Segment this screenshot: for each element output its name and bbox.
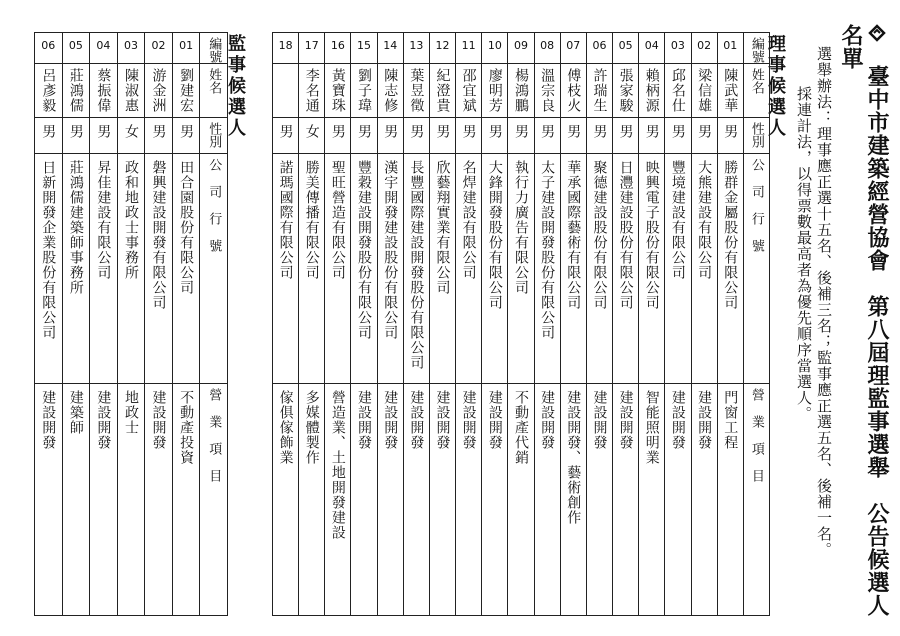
supervisor-row-05-gender: [62, 118, 90, 154]
director-row-11-number: [456, 33, 482, 64]
director-row-11-name: [456, 64, 482, 118]
director-header-gender: [743, 118, 769, 154]
director-row-10-number: [482, 33, 508, 64]
announcement-title: 第八屆理監事選舉 公告候選人名單: [838, 24, 890, 617]
director-business-text: 建設開發: [408, 390, 425, 450]
supervisor-row-05-company: [62, 154, 90, 384]
supervisor-company-text: 日新開發企業股份有限公司: [40, 160, 57, 340]
director-row-13-number: [403, 33, 429, 64]
director-business-text: 營造業、土地開發建設: [329, 390, 346, 540]
director-business-text: 門窗工程: [722, 390, 739, 450]
director-number-text: 18: [278, 39, 293, 52]
supervisor-gender-text: 男: [95, 124, 112, 139]
supervisor-row-03-name: [117, 64, 145, 118]
director-row-01-name: [717, 64, 743, 118]
supervisor-row-02-company: [145, 154, 173, 384]
supervisor-header-business: [200, 384, 228, 616]
director-gender-text: 男: [434, 124, 451, 139]
supervisor-company-text: 昇佳建設有限公司: [95, 160, 112, 280]
supervisor-header-name-label: 姓名: [206, 68, 222, 94]
director-business-text: 建設開發: [617, 390, 634, 450]
director-gender-text: 男: [539, 124, 556, 139]
director-row-03-gender: [665, 118, 691, 154]
director-gender-text: 男: [356, 124, 373, 139]
supervisor-gender-text: 女: [122, 124, 139, 139]
director-company-text: 大鋒開發股份有限公司: [486, 160, 503, 310]
director-row-12-name: [429, 64, 455, 118]
association-logo-icon: [869, 24, 887, 42]
supervisor-row-04-gender: [90, 118, 118, 154]
director-row-14-business: [377, 384, 403, 616]
director-gender-text: 男: [486, 124, 503, 139]
supervisors-heading: 監事候選人: [225, 34, 246, 139]
supervisors-gender-row: [35, 118, 228, 154]
supervisor-gender-text: 男: [150, 124, 167, 139]
director-row-08-business: [534, 384, 560, 616]
director-row-01-business: [717, 384, 743, 616]
director-row-08-gender: [534, 118, 560, 154]
director-row-06-name: [586, 64, 612, 118]
supervisor-business-text: 建設開發: [40, 390, 57, 450]
supervisor-row-02-number: [145, 33, 173, 64]
supervisor-row-06-name: [35, 64, 63, 118]
director-gender-text: 男: [669, 124, 686, 139]
director-row-07-number: [560, 33, 586, 64]
directors-num-row: [273, 33, 770, 64]
supervisor-number-text: 06: [41, 39, 56, 52]
director-company-text: 大熊建設有限公司: [696, 160, 713, 280]
director-gender-text: 女: [303, 124, 320, 139]
director-business-text: 建設開發: [434, 390, 451, 450]
director-header-company: [743, 154, 769, 384]
director-row-09-number: [508, 33, 534, 64]
director-name-text: 廖明芳: [486, 68, 503, 113]
supervisor-company-text: 莊鴻儒建築師事務所: [67, 160, 84, 295]
director-row-15-company: [351, 154, 377, 384]
supervisor-company-text: 政和地政士事務所: [122, 160, 139, 280]
director-row-14-company: [377, 154, 403, 384]
director-number-text: 06: [592, 39, 607, 52]
director-name-text: 邱名仕: [669, 68, 686, 113]
supervisor-header-company: [200, 154, 228, 384]
director-company-text: 勝群金屬股份有限公司: [722, 160, 739, 310]
director-company-text: 映興電子股份有限公司: [643, 160, 660, 310]
director-gender-text: 男: [617, 124, 634, 139]
director-name-text: 傅枝火: [565, 68, 582, 113]
supervisor-business-text: 建築師: [67, 390, 84, 435]
supervisor-header-gender: [200, 118, 228, 154]
supervisors-table: [34, 32, 228, 616]
director-company-text: 執行力廣告有限公司: [512, 160, 529, 295]
director-gender-text: 男: [591, 124, 608, 139]
director-name-text: 楊鴻鵬: [512, 68, 529, 113]
director-name-text: 陳武華: [722, 68, 739, 113]
director-name-text: 溫宗良: [539, 68, 556, 113]
supervisors-num-row: [35, 33, 228, 64]
supervisor-header-number: [200, 33, 228, 64]
director-name-text: 黃寶珠: [329, 68, 346, 113]
director-name-text: 葉昱徵: [408, 68, 425, 113]
director-row-02-name: [691, 64, 717, 118]
directors-table: [272, 32, 770, 616]
supervisor-row-04-company: [90, 154, 118, 384]
supervisor-row-03-gender: [117, 118, 145, 154]
director-number-text: 16: [330, 39, 345, 52]
director-gender-text: 男: [512, 124, 529, 139]
supervisor-business-text: 建設開發: [95, 390, 112, 450]
director-row-15-number: [351, 33, 377, 64]
supervisor-company-text: 田合園股份有限公司: [178, 160, 195, 295]
director-row-03-name: [665, 64, 691, 118]
director-row-12-company: [429, 154, 455, 384]
director-row-04-number: [639, 33, 665, 64]
director-row-16-name: [325, 64, 351, 118]
director-header-business: [743, 384, 769, 616]
director-row-01-number: [717, 33, 743, 64]
director-row-15-name: [351, 64, 377, 118]
director-header-name: [743, 64, 769, 118]
supervisor-row-01-business: [172, 384, 200, 616]
supervisor-header-gender-label: 性別: [206, 122, 222, 148]
director-company-text: 漢宇開發建設股份有限公司: [382, 160, 399, 340]
director-company-text: 諾瑪國際有限公司: [277, 160, 294, 280]
director-row-18-gender: [273, 118, 299, 154]
director-company-text: 豐穀建設開發股份有限公司: [356, 160, 373, 340]
director-number-text: 11: [461, 39, 476, 52]
supervisor-number-text: 04: [96, 39, 111, 52]
director-number-text: 13: [409, 39, 424, 52]
director-row-01-gender: [717, 118, 743, 154]
director-row-15-business: [351, 384, 377, 616]
supervisors-company-row: [35, 154, 228, 384]
director-row-05-number: [613, 33, 639, 64]
director-row-07-gender: [560, 118, 586, 154]
director-name-text: 紀澄貴: [434, 68, 451, 113]
director-row-17-company: [299, 154, 325, 384]
supervisor-row-05-name: [62, 64, 90, 118]
director-row-11-gender: [456, 118, 482, 154]
director-business-text: 建設開發: [539, 390, 556, 450]
director-row-13-business: [403, 384, 429, 616]
director-row-14-name: [377, 64, 403, 118]
director-number-text: 07: [566, 39, 581, 52]
director-row-02-company: [691, 154, 717, 384]
supervisor-row-04-name: [90, 64, 118, 118]
director-header-number-label: 編號: [748, 37, 764, 63]
supervisor-row-03-business: [117, 384, 145, 616]
director-row-02-number: [691, 33, 717, 64]
director-name-text: 梁信雄: [696, 68, 713, 113]
director-row-02-gender: [691, 118, 717, 154]
director-row-17-gender: [299, 118, 325, 154]
supervisor-row-01-name: [172, 64, 200, 118]
director-number-text: 14: [383, 39, 398, 52]
supervisor-name-text: 莊鴻儒: [67, 68, 84, 113]
director-company-text: 欣藝翔實業有限公司: [434, 160, 451, 295]
director-header-business-label: 營業項目: [748, 388, 764, 496]
supervisor-gender-text: 男: [178, 124, 195, 139]
director-row-12-business: [429, 384, 455, 616]
supervisor-row-03-company: [117, 154, 145, 384]
director-row-03-number: [665, 33, 691, 64]
director-name-text: 許瑞生: [591, 68, 608, 113]
supervisor-row-01-number: [172, 33, 200, 64]
director-row-09-business: [508, 384, 534, 616]
supervisor-company-text: 磐興建設開發有限公司: [150, 160, 167, 310]
director-row-01-company: [717, 154, 743, 384]
director-row-13-gender: [403, 118, 429, 154]
director-row-18-company: [273, 154, 299, 384]
supervisor-row-04-business: [90, 384, 118, 616]
supervisor-row-01-company: [172, 154, 200, 384]
director-row-12-gender: [429, 118, 455, 154]
director-row-05-gender: [613, 118, 639, 154]
org-name: 臺中市建築經營協會: [864, 65, 890, 272]
director-row-17-name: [299, 64, 325, 118]
director-row-17-number: [299, 33, 325, 64]
supervisor-row-04-number: [90, 33, 118, 64]
director-row-10-business: [482, 384, 508, 616]
director-row-17-business: [299, 384, 325, 616]
director-row-11-business: [456, 384, 482, 616]
director-number-text: 01: [723, 39, 738, 52]
director-row-18-number: [273, 33, 299, 64]
supervisor-name-text: 陳淑惠: [122, 68, 139, 113]
director-company-text: 豐境建設有限公司: [669, 160, 686, 280]
director-row-08-number: [534, 33, 560, 64]
supervisor-row-03-number: [117, 33, 145, 64]
supervisor-business-text: 地政士: [122, 390, 139, 435]
director-row-06-gender: [586, 118, 612, 154]
director-business-text: 不動產代銷: [512, 390, 529, 465]
director-gender-text: 男: [460, 124, 477, 139]
supervisor-name-text: 劉建宏: [178, 68, 195, 113]
director-row-03-business: [665, 384, 691, 616]
directors-heading: 理事候選人: [765, 34, 786, 139]
director-row-10-name: [482, 64, 508, 118]
supervisors-business-row: [35, 384, 228, 616]
director-row-06-number: [586, 33, 612, 64]
director-row-14-number: [377, 33, 403, 64]
director-business-text: 建設開發、藝術創作: [565, 390, 582, 525]
director-business-text: 建設開發: [356, 390, 373, 450]
director-row-09-gender: [508, 118, 534, 154]
supervisor-header-number-label: 編號: [206, 37, 222, 63]
director-number-text: 08: [540, 39, 555, 52]
director-number-text: 15: [357, 39, 372, 52]
director-number-text: 03: [670, 39, 685, 52]
director-name-text: 陳志修: [382, 68, 399, 113]
supervisor-business-text: 不動產投資: [178, 390, 195, 465]
director-row-02-business: [691, 384, 717, 616]
director-header-number: [743, 33, 769, 64]
director-row-04-gender: [639, 118, 665, 154]
director-business-text: 傢俱傢飾業: [277, 390, 294, 465]
director-company-text: 日灃建設股份有限公司: [617, 160, 634, 310]
director-company-text: 名焊建設有限公司: [460, 160, 477, 280]
supervisor-header-company-label: 公司行號: [206, 158, 222, 266]
director-row-06-company: [586, 154, 612, 384]
director-number-text: 09: [513, 39, 528, 52]
director-company-text: 太子建設開發股份有限公司: [539, 160, 556, 340]
supervisor-row-05-number: [62, 33, 90, 64]
director-row-09-name: [508, 64, 534, 118]
supervisor-number-text: 02: [151, 39, 166, 52]
directors-company-row: [273, 154, 770, 384]
directors-gender-row: [273, 118, 770, 154]
director-row-09-company: [508, 154, 534, 384]
director-number-text: 12: [435, 39, 450, 52]
director-name-text: 李名通: [303, 68, 320, 113]
director-name-text: 賴柄源: [643, 68, 660, 113]
director-row-13-company: [403, 154, 429, 384]
director-row-07-company: [560, 154, 586, 384]
director-row-04-name: [639, 64, 665, 118]
supervisor-header-business-label: 營業項目: [206, 388, 222, 496]
director-business-text: 建設開發: [486, 390, 503, 450]
election-method: [788, 46, 834, 606]
supervisor-row-06-gender: [35, 118, 63, 154]
director-company-text: 長豐國際建設開發股份有限公司: [408, 160, 425, 370]
director-row-18-name: [273, 64, 299, 118]
directors-name-row: [273, 64, 770, 118]
director-row-05-company: [613, 154, 639, 384]
supervisor-number-text: 05: [68, 39, 83, 52]
director-gender-text: 男: [382, 124, 399, 139]
director-header-company-label: 公司行號: [748, 158, 764, 266]
page-title: [838, 24, 890, 624]
director-company-text: 華承國際藝術有限公司: [565, 160, 582, 310]
method-line-1: 選舉辦法：理事應正選十五名、後補三名；監事應正選五名、後補一名。: [815, 46, 833, 558]
supervisors-name-row: [35, 64, 228, 118]
director-row-08-company: [534, 154, 560, 384]
director-row-12-number: [429, 33, 455, 64]
director-gender-text: 男: [408, 124, 425, 139]
director-row-05-name: [613, 64, 639, 118]
supervisor-name-text: 游金洲: [150, 68, 167, 113]
supervisor-row-06-company: [35, 154, 63, 384]
supervisor-row-02-business: [145, 384, 173, 616]
director-number-text: 17: [304, 39, 319, 52]
director-row-16-gender: [325, 118, 351, 154]
supervisor-number-text: 01: [179, 39, 194, 52]
director-row-03-company: [665, 154, 691, 384]
director-business-text: 建設開發: [669, 390, 686, 450]
director-row-07-business: [560, 384, 586, 616]
director-row-14-gender: [377, 118, 403, 154]
supervisor-row-06-business: [35, 384, 63, 616]
director-gender-text: 男: [696, 124, 713, 139]
supervisor-header-name: [200, 64, 228, 118]
supervisor-row-02-name: [145, 64, 173, 118]
director-number-text: 10: [487, 39, 502, 52]
supervisor-row-02-gender: [145, 118, 173, 154]
director-row-10-company: [482, 154, 508, 384]
director-name-text: 邵宜斌: [460, 68, 477, 113]
director-business-text: 多媒體製作: [303, 390, 320, 465]
director-gender-text: 男: [329, 124, 346, 139]
director-row-13-name: [403, 64, 429, 118]
director-row-04-business: [639, 384, 665, 616]
director-row-05-business: [613, 384, 639, 616]
director-business-text: 建設開發: [696, 390, 713, 450]
director-number-text: 05: [618, 39, 633, 52]
director-gender-text: 男: [643, 124, 660, 139]
supervisor-gender-text: 男: [67, 124, 84, 139]
director-name-text: 劉子瑋: [356, 68, 373, 113]
supervisor-name-text: 蔡振偉: [95, 68, 112, 113]
director-row-08-name: [534, 64, 560, 118]
director-business-text: 建設開發: [460, 390, 477, 450]
director-company-text: 勝美傳播有限公司: [303, 160, 320, 280]
director-business-text: 建設開發: [382, 390, 399, 450]
director-gender-text: 男: [277, 124, 294, 139]
director-company-text: 聚德建設股份有限公司: [591, 160, 608, 310]
director-header-name-label: 姓名: [748, 68, 764, 94]
director-business-text: 建設開發: [591, 390, 608, 450]
supervisor-gender-text: 男: [40, 124, 57, 139]
director-row-07-name: [560, 64, 586, 118]
director-row-15-gender: [351, 118, 377, 154]
director-number-text: 04: [644, 39, 659, 52]
director-company-text: 聖旺營造有限公司: [329, 160, 346, 280]
director-number-text: 02: [697, 39, 712, 52]
director-row-16-company: [325, 154, 351, 384]
director-name-text: 張家駿: [617, 68, 634, 113]
director-row-04-company: [639, 154, 665, 384]
director-row-18-business: [273, 384, 299, 616]
director-row-16-business: [325, 384, 351, 616]
directors-business-row: [273, 384, 770, 616]
director-gender-text: 男: [722, 124, 739, 139]
director-business-text: 智能照明業: [643, 390, 660, 465]
director-row-06-business: [586, 384, 612, 616]
director-row-10-gender: [482, 118, 508, 154]
director-row-11-company: [456, 154, 482, 384]
supervisor-row-01-gender: [172, 118, 200, 154]
director-header-gender-label: 性別: [748, 122, 764, 148]
supervisor-number-text: 03: [123, 39, 138, 52]
supervisor-name-text: 呂彥毅: [40, 68, 57, 113]
supervisor-row-05-business: [62, 384, 90, 616]
supervisor-business-text: 建設開發: [150, 390, 167, 450]
method-line-2: 採連計法，以得票數最高者為優先順序當選人。: [795, 86, 813, 422]
supervisor-row-06-number: [35, 33, 63, 64]
director-gender-text: 男: [565, 124, 582, 139]
director-row-16-number: [325, 33, 351, 64]
